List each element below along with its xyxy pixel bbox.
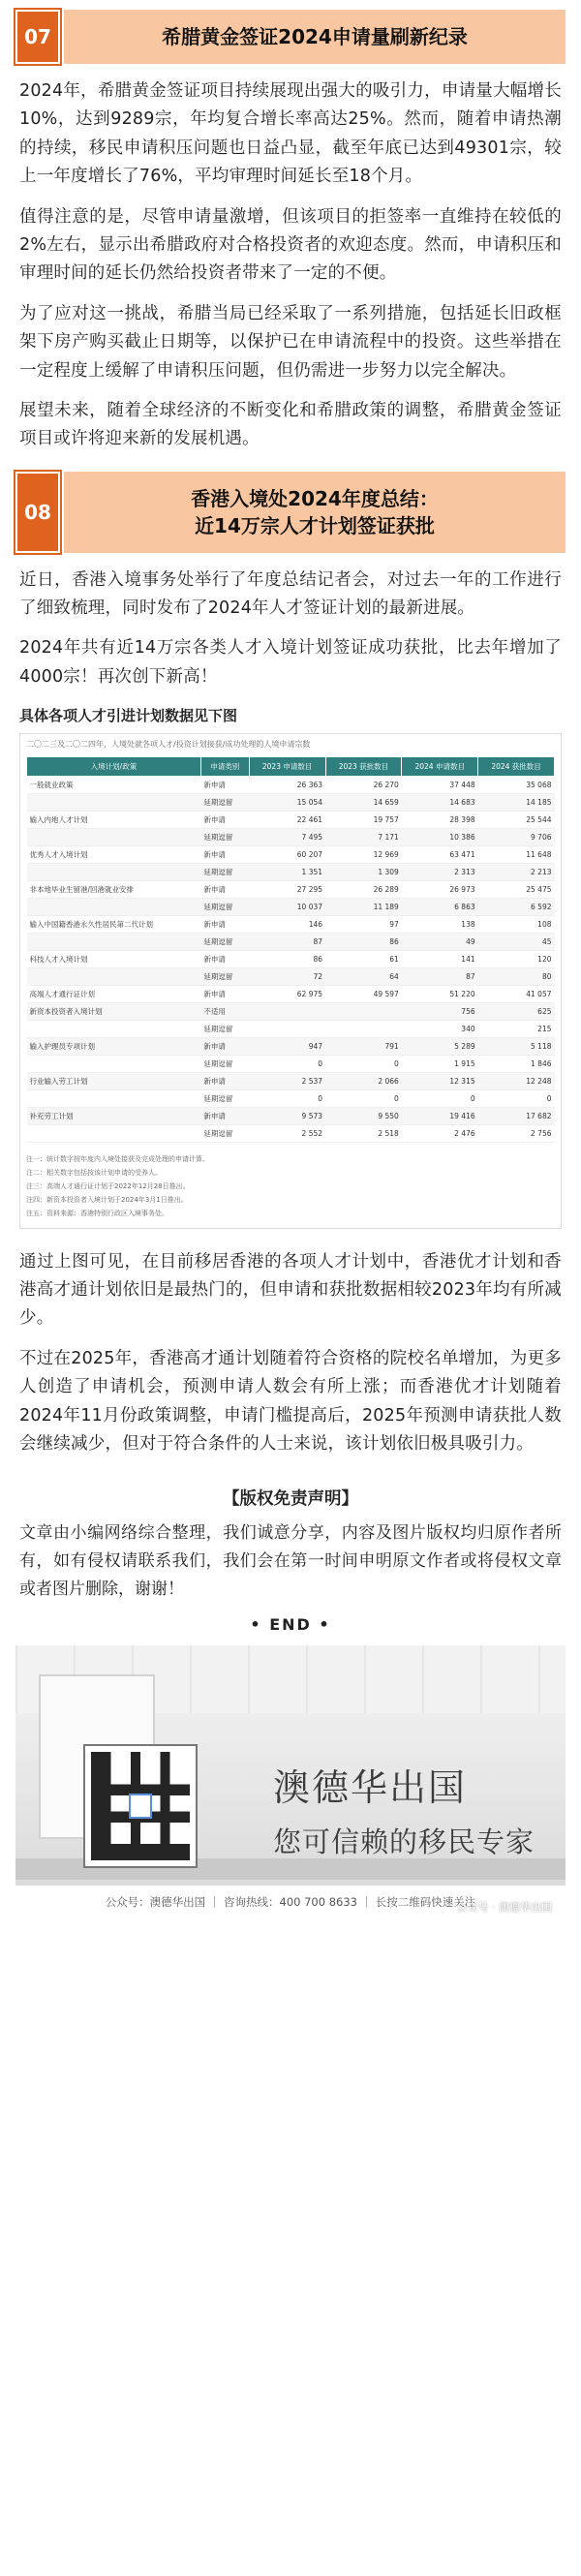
table-cell: 17 682: [478, 1107, 555, 1124]
table-cell: 2 066: [325, 1072, 402, 1089]
table-cell: 41 057: [478, 985, 555, 1002]
section-title: 希腊黄金签证2024申请量刷新纪录: [64, 10, 566, 64]
table-row: [27, 845, 555, 863]
table-top-note: 二〇二三及二〇二四年，人境处就各项人才/投资计划接获/成功处理的人境申请宗数: [26, 740, 311, 750]
paragraph: 展望未来，随着全球经济的不断变化和希腊政策的调整，希腊黄金签证项目或许将迎来新的发展机遇。: [19, 400, 562, 449]
table-cell: 1 915: [402, 1055, 478, 1072]
table-cell: 延期逗留: [200, 793, 249, 811]
table-cell: 新申请: [200, 845, 249, 863]
table-cell: 138: [402, 915, 478, 933]
table-row: [27, 793, 555, 811]
table-cell: 80: [478, 967, 555, 985]
table-row: [27, 1020, 555, 1037]
table-row: [27, 915, 555, 933]
table-cell: 5 118: [478, 1037, 555, 1055]
table-footnote: 注二：相关数字包括按该计划申请的受养人。: [26, 1168, 162, 1177]
table-cell: 输入护理员专项计划: [27, 1037, 201, 1055]
table-cell: 22 461: [249, 811, 325, 828]
table-row: [27, 828, 555, 845]
table-cell: 947: [249, 1037, 325, 1055]
table-cell: 6 863: [402, 898, 478, 915]
table-cell: 15 054: [249, 793, 325, 811]
table-header-row: [27, 756, 555, 776]
table-cell: 新申请: [200, 915, 249, 933]
table-cell: 延期逗留: [200, 1124, 249, 1142]
table-cell: 120: [478, 950, 555, 967]
table-cell: 不适用: [200, 1002, 249, 1020]
table-cell: 9 573: [249, 1107, 325, 1124]
table-cell: 新申请: [200, 985, 249, 1002]
qr-logo-icon: [129, 1794, 152, 1820]
section-title-line-1: 香港入境处2024年度总结：: [191, 486, 439, 510]
table-row: [27, 1002, 555, 1020]
table-cell: 10 037: [249, 898, 325, 915]
table-footnote: 注四：新资本投资者入境计划于2024年3月1日推出。: [26, 1195, 188, 1204]
paragraph: 近日，香港入境事务处举行了年度总结记者会，对过去一年的工作进行了细致梳理，同时发布了2024年人才签证计划的最新进展。: [19, 569, 562, 619]
table-cell: 625: [478, 1002, 555, 1020]
table-row: [27, 1055, 555, 1072]
table-cell: 26 270: [325, 776, 402, 793]
table-cell: 2 537: [249, 1072, 325, 1089]
table-cell: 51 220: [402, 985, 478, 1002]
table-cell: 2 213: [478, 863, 555, 880]
section-number: 07: [15, 10, 60, 64]
table-cell: 26 289: [325, 880, 402, 898]
table-cell: 7 495: [249, 828, 325, 845]
table-cell: 146: [249, 915, 325, 933]
paragraph: 通过上图可见，在目前移居香港的各项人才计划中，香港优才计划和香港高才通计划依旧是最热门的，但申请和获批数据相较2023年均有所减少。: [19, 1251, 562, 1329]
table-cell: 延期逗留: [200, 1089, 249, 1107]
table-row: [27, 985, 555, 1002]
table-cell: 12 248: [478, 1072, 555, 1089]
table-cell: 新申请: [200, 1037, 249, 1055]
table-cell: 28 398: [402, 811, 478, 828]
table-cell: 215: [478, 1020, 555, 1037]
table-cell: 86: [325, 933, 402, 950]
table-cell: [249, 1020, 325, 1037]
table-cell: 12 969: [325, 845, 402, 863]
table-cell: 输入中国籍香港永久性居民第二代计划: [27, 915, 201, 933]
table-cell: [27, 793, 201, 811]
table-cell: 49 597: [325, 985, 402, 1002]
table-cell: 14 185: [478, 793, 555, 811]
table-cell: [27, 828, 201, 845]
paragraph: 值得注意的是，尽管申请量激增，但该项目的拒签率一直维持在较低的2%左右，显示出希腊政府对合格投资者的欢迎态度。然而，申请积压和审理时间的延长仍然给投资者带来了一定的不便。: [19, 206, 562, 284]
table-cell: 延期逗留: [200, 1055, 249, 1072]
table-cell: 72: [249, 967, 325, 985]
table-cell: [325, 1002, 402, 1020]
table-cell: 非本地毕业生留港/回港就业安排: [27, 880, 201, 898]
table-cell: 62 975: [249, 985, 325, 1002]
table-cell: [27, 967, 201, 985]
table-cell: 45: [478, 933, 555, 950]
table-cell: 12 315: [402, 1072, 478, 1089]
table-cell: 延期逗留: [200, 863, 249, 880]
table-header-cell: 2024 申请数目: [402, 756, 478, 776]
table-cell: 新申请: [200, 950, 249, 967]
table-footnote: 注三：高端人才通行证计划于2022年12月28日推出。: [26, 1181, 190, 1190]
table-row: [27, 967, 555, 985]
table-cell: 输入内地人才计划: [27, 811, 201, 828]
table-cell: 新申请: [200, 811, 249, 828]
table-cell: 87: [402, 967, 478, 985]
qr-code[interactable]: [83, 1744, 198, 1868]
table-cell: 26 973: [402, 880, 478, 898]
statistics-table-image: [19, 733, 562, 1228]
table-row: [27, 1072, 555, 1089]
table-cell: 新资本投资者入境计划: [27, 1002, 201, 1020]
table-row: [27, 933, 555, 950]
table-cell: [27, 898, 201, 915]
table-cell: 1 309: [325, 863, 402, 880]
table-cell: [27, 863, 201, 880]
table-cell: [27, 1020, 201, 1037]
table-cell: 61: [325, 950, 402, 967]
banner-footer: 公众号：澳德华出国 ｜ 咨询热线：400 700 8633 ｜ 长按二维码快速关注: [15, 1886, 566, 1918]
table-cell: 37 448: [402, 776, 478, 793]
table-cell: 1 351: [249, 863, 325, 880]
table-cell: 0: [402, 1089, 478, 1107]
table-cell: 延期逗留: [200, 933, 249, 950]
paragraph: 2024年，希腊黄金签证项目持续展现出强大的吸引力，申请量大幅增长10%，达到9289宗，年均复合增长率高达25%。然而，随着申请热潮的持续，移民申请积压问题也日益凸显，截至年底已达到49301宗，较上一年度增长了76%，平均审理时间延长至18个月。: [19, 81, 562, 187]
table-cell: 11 648: [478, 845, 555, 863]
table-row: [27, 1037, 555, 1055]
table-row: [27, 1107, 555, 1124]
promo-banner: [15, 1645, 566, 1918]
section-header-08: [15, 472, 566, 553]
table-cell: 756: [402, 1002, 478, 1020]
table-cell: 26 363: [249, 776, 325, 793]
table-cell: 25 544: [478, 811, 555, 828]
table-cell: 新申请: [200, 880, 249, 898]
table-cell: [325, 1020, 402, 1037]
paragraph: 为了应对这一挑战，希腊当局已经采取了一系列措施，包括延长旧政框架下房产购买截止日期等，以保护已在申请流程中的投资。这些举措在一定程度上缓解了申请积压问题，但仍需进一步努力以完全解决。: [19, 303, 562, 381]
table-header-cell: 2023 获批数目: [325, 756, 402, 776]
table-cell: 科技人才入境计划: [27, 950, 201, 967]
table-cell: 97: [325, 915, 402, 933]
table-cell: 63 471: [402, 845, 478, 863]
table-cell: 14 659: [325, 793, 402, 811]
table-header-cell: 2023 申请数目: [249, 756, 325, 776]
table-cell: 9 550: [325, 1107, 402, 1124]
table-cell: 新申请: [200, 1072, 249, 1089]
watermark: 公众号 · 澳德华出国: [456, 1901, 552, 1915]
table-cell: 延期逗留: [200, 828, 249, 845]
table-header-cell: 申请类别: [200, 756, 249, 776]
table-footnote: 注五：资料来源：香港特别行政区入境事务处。: [26, 1209, 168, 1217]
table-cell: 27 295: [249, 880, 325, 898]
table-cell: 2 313: [402, 863, 478, 880]
table-cell: 1 846: [478, 1055, 555, 1072]
table-cell: 19 757: [325, 811, 402, 828]
table-caption: 具体各项人才引进计划数据见下图: [19, 707, 238, 725]
table-cell: 7 171: [325, 828, 402, 845]
table-cell: 64: [325, 967, 402, 985]
table-header-cell: 2024 获批数目: [478, 756, 555, 776]
table-cell: 49: [402, 933, 478, 950]
statistics-table: [26, 756, 555, 1143]
table-cell: 11 189: [325, 898, 402, 915]
table-cell: 9 706: [478, 828, 555, 845]
article: [0, 10, 581, 1928]
banner-brand: [273, 1758, 535, 1860]
table-cell: 2 518: [325, 1124, 402, 1142]
end-marker: • END •: [250, 1615, 331, 1635]
paragraph: 不过在2025年，香港高才通计划随着符合资格的院校名单增加，为更多人创造了申请机会，预测申请人数会有所上涨；而香港优才计划随着2024年11月份政策调整，申请门槛提高后，2025年预测申请获批人数会继续减少，但对于符合条件的人士来说，该计划依旧极具吸引力。: [19, 1348, 562, 1454]
table-cell: 25 475: [478, 880, 555, 898]
table-cell: 一般就业政策: [27, 776, 201, 793]
brand-name: 澳德华出国: [272, 1766, 467, 1810]
table-row: [27, 1089, 555, 1107]
table-cell: [27, 1055, 201, 1072]
table-cell: 0: [249, 1055, 325, 1072]
table-row: [27, 898, 555, 915]
table-cell: 14 683: [402, 793, 478, 811]
table-cell: [249, 1002, 325, 1020]
table-cell: 60 207: [249, 845, 325, 863]
table-cell: 87: [249, 933, 325, 950]
table-body: [27, 776, 555, 1142]
table-row: [27, 880, 555, 898]
copyright-notice-text: 文章由小编网络综合整理，我们诚意分享，内容及图片版权均归原作者所有，如有侵权请联系我们，我们会在第一时间申明原文作者或将侵权文章或者图片删除，谢谢！: [19, 1523, 562, 1600]
table-footnote: 注一：统计数字按年度内入境处接获及完成处理的申请计算。: [26, 1154, 209, 1163]
section-header-07: [15, 10, 566, 64]
table-cell: 0: [325, 1089, 402, 1107]
table-cell: 10 386: [402, 828, 478, 845]
table-cell: 35 068: [478, 776, 555, 793]
table-cell: [27, 1124, 201, 1142]
table-cell: 108: [478, 915, 555, 933]
qr-code-pattern: [91, 1752, 190, 1860]
table-cell: 2 756: [478, 1124, 555, 1142]
section-number: 08: [15, 472, 60, 553]
copyright-notice-title: 【版权免责声明】: [223, 1489, 358, 1510]
table-cell: 5 289: [402, 1037, 478, 1055]
table-row: [27, 811, 555, 828]
table-cell: 延期逗留: [200, 898, 249, 915]
table-cell: 补充劳工计划: [27, 1107, 201, 1124]
table-cell: 0: [478, 1089, 555, 1107]
table-cell: 新申请: [200, 776, 249, 793]
table-cell: 0: [249, 1089, 325, 1107]
table-cell: 791: [325, 1037, 402, 1055]
table-cell: 2 552: [249, 1124, 325, 1142]
table-row: [27, 950, 555, 967]
table-cell: [27, 1089, 201, 1107]
table-cell: 优秀人才入境计划: [27, 845, 201, 863]
table-cell: 延期逗留: [200, 967, 249, 985]
table-cell: 2 476: [402, 1124, 478, 1142]
table-cell: 新申请: [200, 1107, 249, 1124]
table-cell: [27, 933, 201, 950]
section-title: [64, 472, 566, 553]
table-row: [27, 776, 555, 793]
table-cell: 86: [249, 950, 325, 967]
paragraph: 2024年共有近14万宗各类人才入境计划签证成功获批，比去年增加了4000宗！再次创下新高！: [19, 638, 562, 687]
table-cell: 行业输入劳工计划: [27, 1072, 201, 1089]
table-cell: 340: [402, 1020, 478, 1037]
table-cell: 0: [325, 1055, 402, 1072]
brand-slogan: 您可信赖的移民专家: [272, 1825, 535, 1859]
table-cell: 6 592: [478, 898, 555, 915]
table-cell: 高端人才通行证计划: [27, 985, 201, 1002]
table-row: [27, 863, 555, 880]
section-title-line-2: 近14万宗人才计划签证获批: [195, 513, 435, 537]
table-cell: 19 416: [402, 1107, 478, 1124]
table-cell: 延期逗留: [200, 1020, 249, 1037]
table-header-cell: 入境计划/政策: [27, 756, 201, 776]
table-row: [27, 1124, 555, 1142]
table-cell: 141: [402, 950, 478, 967]
table-footnotes: [26, 1152, 555, 1220]
